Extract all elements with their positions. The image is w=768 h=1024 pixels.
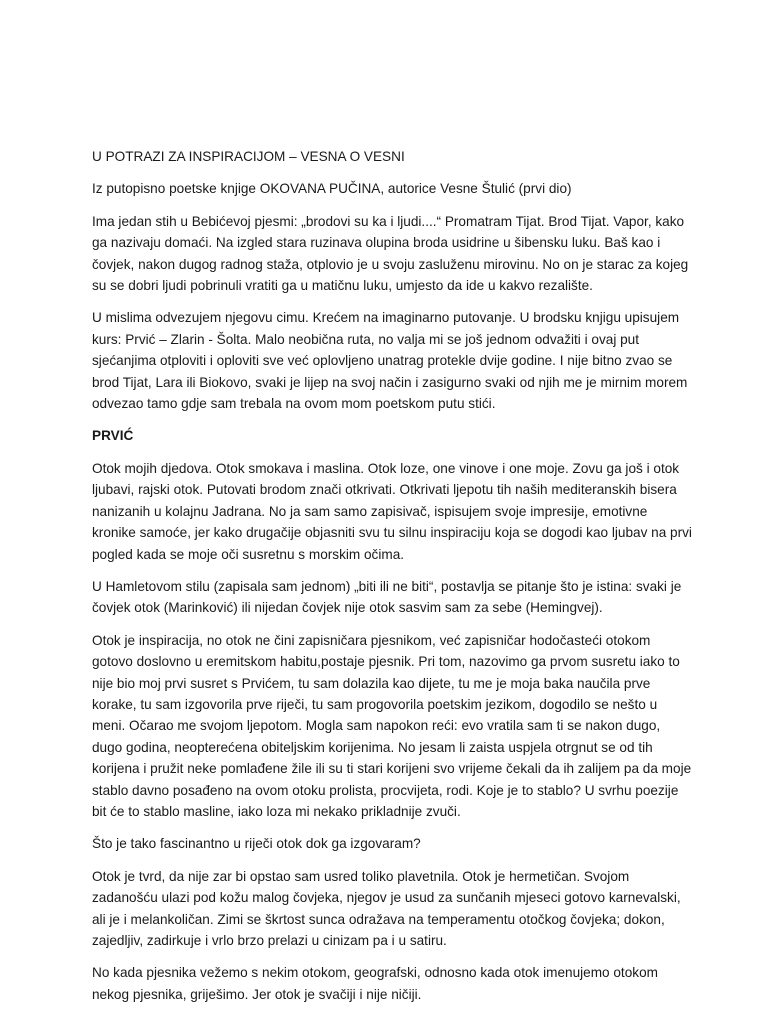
- paragraph: Otok je tvrd, da nije zar bi opstao sam usred toliko plavetnila. Otok je hermetičan. Svojom zadanošću ulazi pod kožu malog čovjeka, njegov je usud za sunčanih mjeseci gotovo karnevalski, ali je i melankoličan. Zimi se škrtost sunca odražava na temperamentu otočkog čovjeka; dokon, zajedljiv, zadirkuje i vrlo brzo prelazi u cinizam pa i u satiru.: [92, 868, 681, 948]
- document-subtitle: Iz putopisno poetske knjige OKOVANA PUČINA, autorice Vesne Štulić (prvi dio): [92, 181, 572, 197]
- paragraph: Ima jedan stih u Bebićevoj pjesmi: „brodovi su ka i ljudi....“ Promatram Tijat. Brod Tijat. Vapor, kako ga nazivaju domaći. Na izgled stara ruzinava olupina broda usidrine u šibensku luku. Baš kao i čovjek, nakon dugog radnog staža, otplovio je u svoju zasluženu mirovinu. No on je starac za kojeg su se dobri ljudi pobrinuli vratiti ga u matičnu luku, umjesto da ide u kakvo rezalište.: [92, 213, 689, 294]
- document-page: [92, 146, 692, 1016]
- paragraph: U Hamletovom stilu (zapisala sam jednom) „biti ili ne biti“, postavlja se pitanje što je istina: svaki je čovjek otok (Marinković) ili nijedan čovjek nije otok sasvim sam za sebe (Hemingvej).: [92, 578, 682, 616]
- document-title: U POTRAZI ZA INSPIRACIJOM – VESNA O VESNI: [92, 149, 405, 164]
- paragraph: Što je tako fascinantno u riječi otok dok ga izgovaram?: [92, 836, 421, 852]
- section-heading: PRVIĆ: [92, 428, 134, 444]
- paragraph: U mislima odvezujem njegovu cimu. Krećem na imaginarno putovanje. U brodsku knjigu upisujem kurs: Prvić – Zlarin - Šolta. Malo neobična ruta, no valja mi se još jednom odvažiti i ovaj put sjećanjima otploviti i oploviti sve već oplovljeno unatrag protekle dvije godine. I nije bitno zvao se brod Tijat, Lara ili Biokovo, svaki je lijep na svoj način i zasigurno svaki od njih me je mirnim morem odvezao tamo gdje sam trebala na ovom mom poetskom putu stići.: [92, 310, 688, 412]
- paragraph: Otok mojih djedova. Otok smokava i maslina. Otok loze, one vinove i one moje. Zovu ga još i otok ljubavi, rajski otok. Putovati brodom znači otkrivati. Otkrivati ljepotu tih naših mediteranskih bisera nanizanih u kolajnu Jadrana. No ja sam samo zapisivač, ispisujem svoje impresije, emotivne kronike samoće, jer kako drugačije objasniti svu tu silnu inspiraciju koja se dogodi kao ljubav na prvi pogled kada se moje oči susretnu s morskim očima.: [92, 460, 692, 562]
- paragraph: No kada pjesnika vežemo s nekim otokom, geografski, odnosno kada otok imenujemo otokom nekog pjesnika, griješimo. Jer otok je svačiji i nije ničiji.: [92, 965, 658, 1002]
- paragraph: Otok je inspiracija, no otok ne čini zapisničara pjesnikom, već zapisničar hodočasteći otokom gotovo doslovno u eremitskom habitu,postaje pjesnik. Pri tom, nazovimo ga prvom susretu iako to nije bio moj prvi susret s Prvićem, tu sam dolazila kao dijete, tu me je moja baka naučila prve korake, tu sam izgovorila prve riječi, tu sam progovorila poetskim jezikom, dogodilo se nešto u meni. Očarao me svojom ljepotom. Mogla sam napokon reći: evo vratila sam ti se nakon dugo, dugo godina, neopterećena obiteljskim korijenima. No jesam li zaista uspjela otrgnut se od tih korijena i pružit neke pomlađene žile ili su ti stari korijeni svo vrijeme čekali da ih zalijem pa da moje stablo davno posađeno na ovom otoku prolista, procvijeta, rodi. Koje je to stablo? U svrhu poezije bit će to stablo masline, iako loza mi nekako prikladnije zvuči.: [92, 632, 692, 819]
